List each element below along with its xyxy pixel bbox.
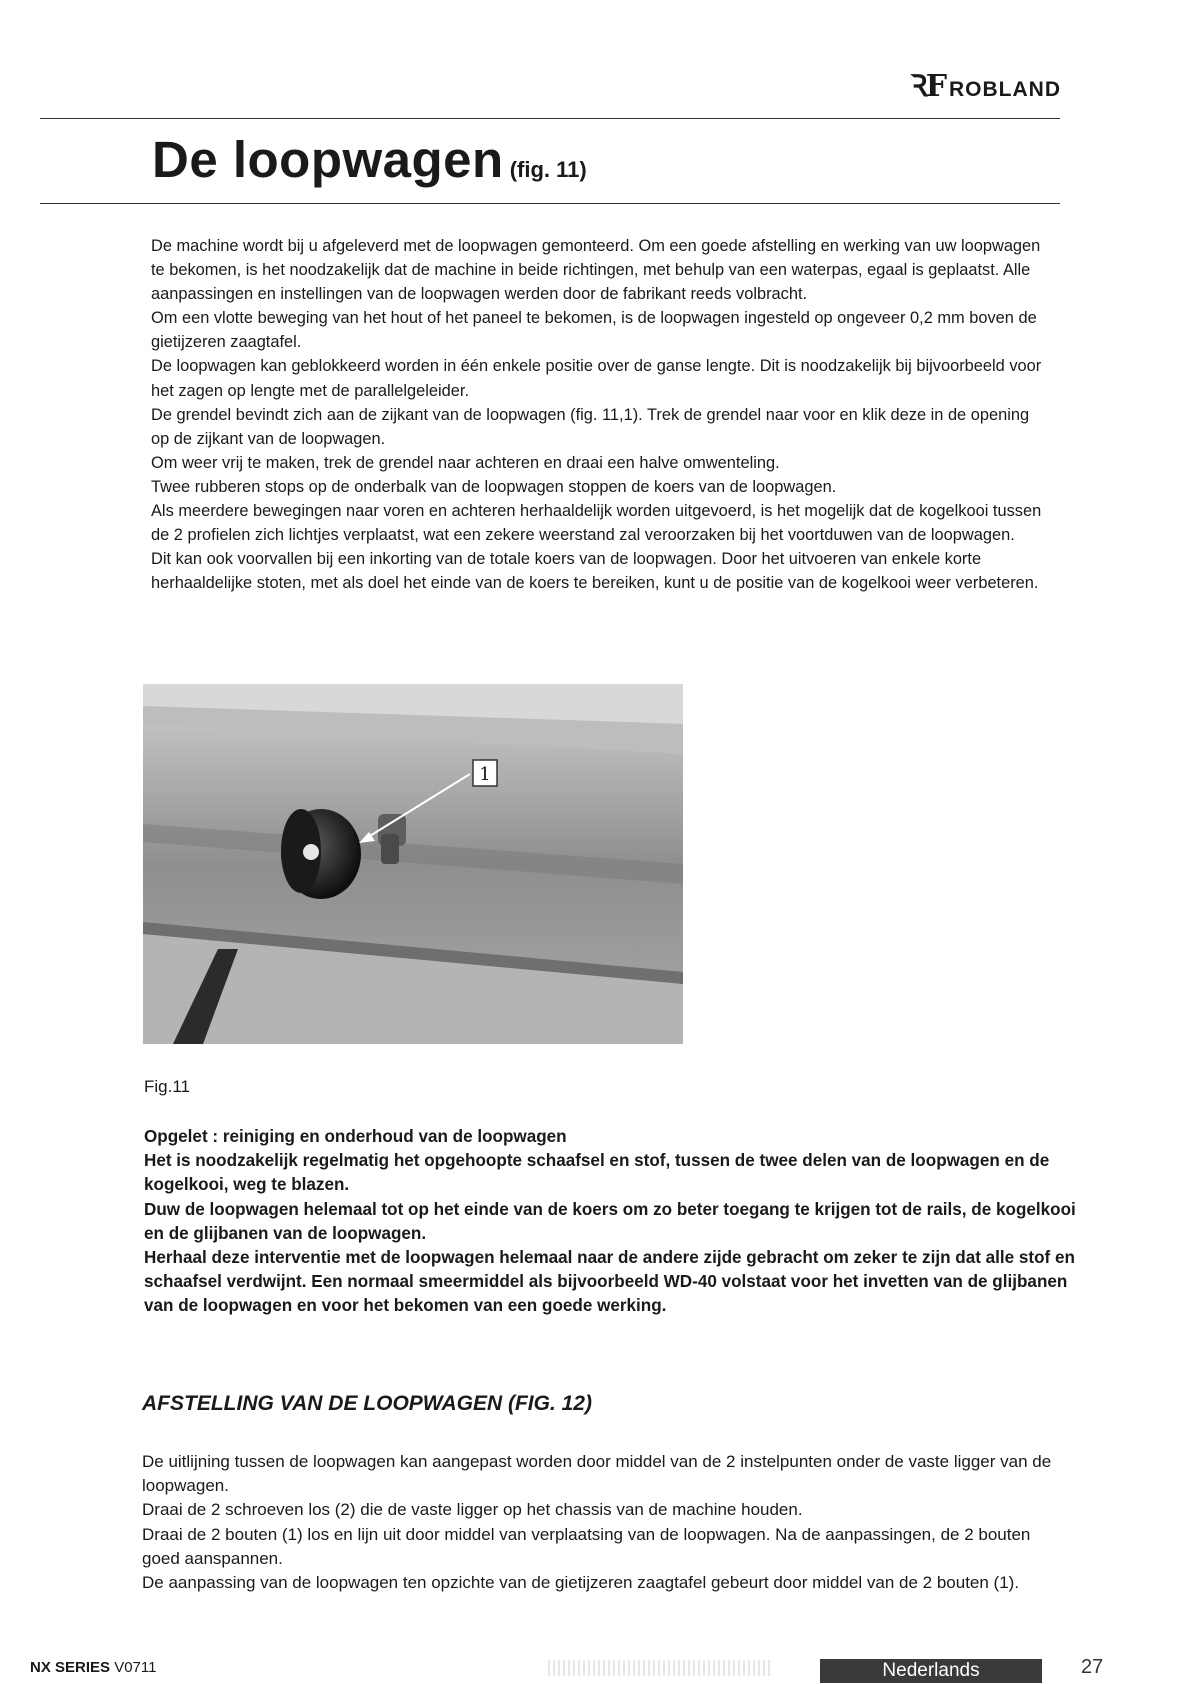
section-text <box>142 1450 1062 1595</box>
figure-caption: Fig.11 <box>144 1077 190 1096</box>
intro-paragraph: Om een vlotte beweging van het hout of het paneel te bekomen, is de loopwagen ingesteld op ongeveer 0,2 mm boven de gietijzeren zaagtafel. <box>151 309 1037 352</box>
warning-heading: Opgelet : reiniging en onderhoud van de loopwagen <box>144 1127 567 1146</box>
carriage-lock-illustration <box>143 684 683 1044</box>
figure-callout-1: 1 <box>479 764 491 785</box>
maintenance-warning <box>144 1125 1079 1319</box>
section-paragraph: De aanpassing van de loopwagen ten opzichte van de gietijzeren zaagtafel gebeurt door middel van de 2 bouten (1). <box>142 1573 1020 1593</box>
warning-paragraph: Duw de loopwagen helemaal tot op het einde van de koers om zo beter toegang te krijgen tot de rails, de kogelkooi en de glijbanen van de loopwagen. <box>144 1199 1076 1243</box>
intro-paragraph: De loopwagen kan geblokkeerd worden in één enkele positie over de ganse lengte. Dit is noodzakelijk bij bijvoorbeeld voor het zagen op lengte met de parallelgeleider. <box>151 357 1042 400</box>
intro-text <box>151 234 1051 595</box>
page-title <box>152 130 587 203</box>
intro-paragraph: Dit kan ook voorvallen bij een inkorting van de totale koers van de loopwagen. Door het uitvoeren van enkele korte herhaaldelijke stoten, met als doel het einde van de koers te bereiken, kunt u de positie van de kogelkooi weer verbeteren. <box>151 550 1039 593</box>
logo-text: ROBLAND <box>949 78 1061 101</box>
language-tab: Nederlands <box>820 1659 1042 1683</box>
warning-paragraph: Herhaal deze interventie met de loopwagen helemaal naar de andere zijde gebracht om zeker te zijn dat alle stof en schaafsel verdwijnt. Een normaal smeermiddel als bijvoorbeeld WD-40 volstaat voor het invetten van de glijbanen van de loopwagen en voor het bekomen van een goede werking. <box>144 1248 1075 1316</box>
title-main: De loopwagen <box>152 131 504 188</box>
section-paragraph: Draai de 2 bouten (1) los en lijn uit door middel van verplaatsing van de loopwagen. Na de aanpassingen, de 2 bouten goed aanspannen. <box>142 1524 1031 1568</box>
title-rule <box>40 203 1060 204</box>
page-number: 27 <box>1081 1656 1104 1678</box>
intro-paragraph: De machine wordt bij u afgeleverd met de loopwagen gemonteerd. Om een goede afstelling en werking van uw loopwagen te bekomen, is het noodzakelijk dat de machine in beide richtingen, met behulp van een waterpas, egaal is geplaatst. Alle aanpassingen en instellingen van de loopwagen werden door de fabrikant reeds volbracht. <box>151 237 1041 304</box>
robland-logo <box>910 69 1061 104</box>
title-figure-ref: (fig. 11) <box>509 157 587 182</box>
warning-paragraph: Het is noodzakelijk regelmatig het opgehoopte schaafsel en stof, tussen de twee delen van de loopwagen en de kogelkooi, weg te blazen. <box>144 1151 1050 1195</box>
figure-11-photo <box>143 684 683 1044</box>
series-version: V0711 <box>114 1659 157 1676</box>
intro-paragraph: Als meerdere bewegingen naar voren en achteren herhaaldelijk worden uitgevoerd, is het mogelijk dat de kogelkooi tussen de 2 profielen zich lichtjes verplaatst, wat een zekere weerstand zal veroorzaken bij het voortduwen van de loopwagen. <box>151 502 1042 545</box>
footer-scan-noise <box>548 1660 770 1676</box>
intro-paragraph: Twee rubberen stops op de onderbalk van de loopwagen stoppen de koers van de loopwagen. <box>151 477 837 496</box>
section-heading: AFSTELLING VAN DE LOOPWAGEN (FIG. 12) <box>142 1392 592 1415</box>
logo-mark: ꝚF <box>910 69 945 104</box>
section-paragraph: De uitlijning tussen de loopwagen kan aangepast worden door middel van de 2 instelpunten onder de vaste ligger van de loopwagen. <box>142 1452 1052 1496</box>
intro-paragraph: Om weer vrij te maken, trek de grendel naar achteren en draai een halve omwenteling. <box>151 453 780 472</box>
section-paragraph: Draai de 2 schroeven los (2) die de vaste ligger op het chassis van de machine houden. <box>142 1500 803 1520</box>
series-name: NX SERIES <box>30 1659 111 1676</box>
header-rule <box>40 118 1060 119</box>
intro-paragraph: De grendel bevindt zich aan de zijkant van de loopwagen (fig. 11,1). Trek de grendel naar voor en klik deze in de opening op de zijkant van de loopwagen. <box>151 405 1030 448</box>
footer-series <box>30 1659 156 1676</box>
